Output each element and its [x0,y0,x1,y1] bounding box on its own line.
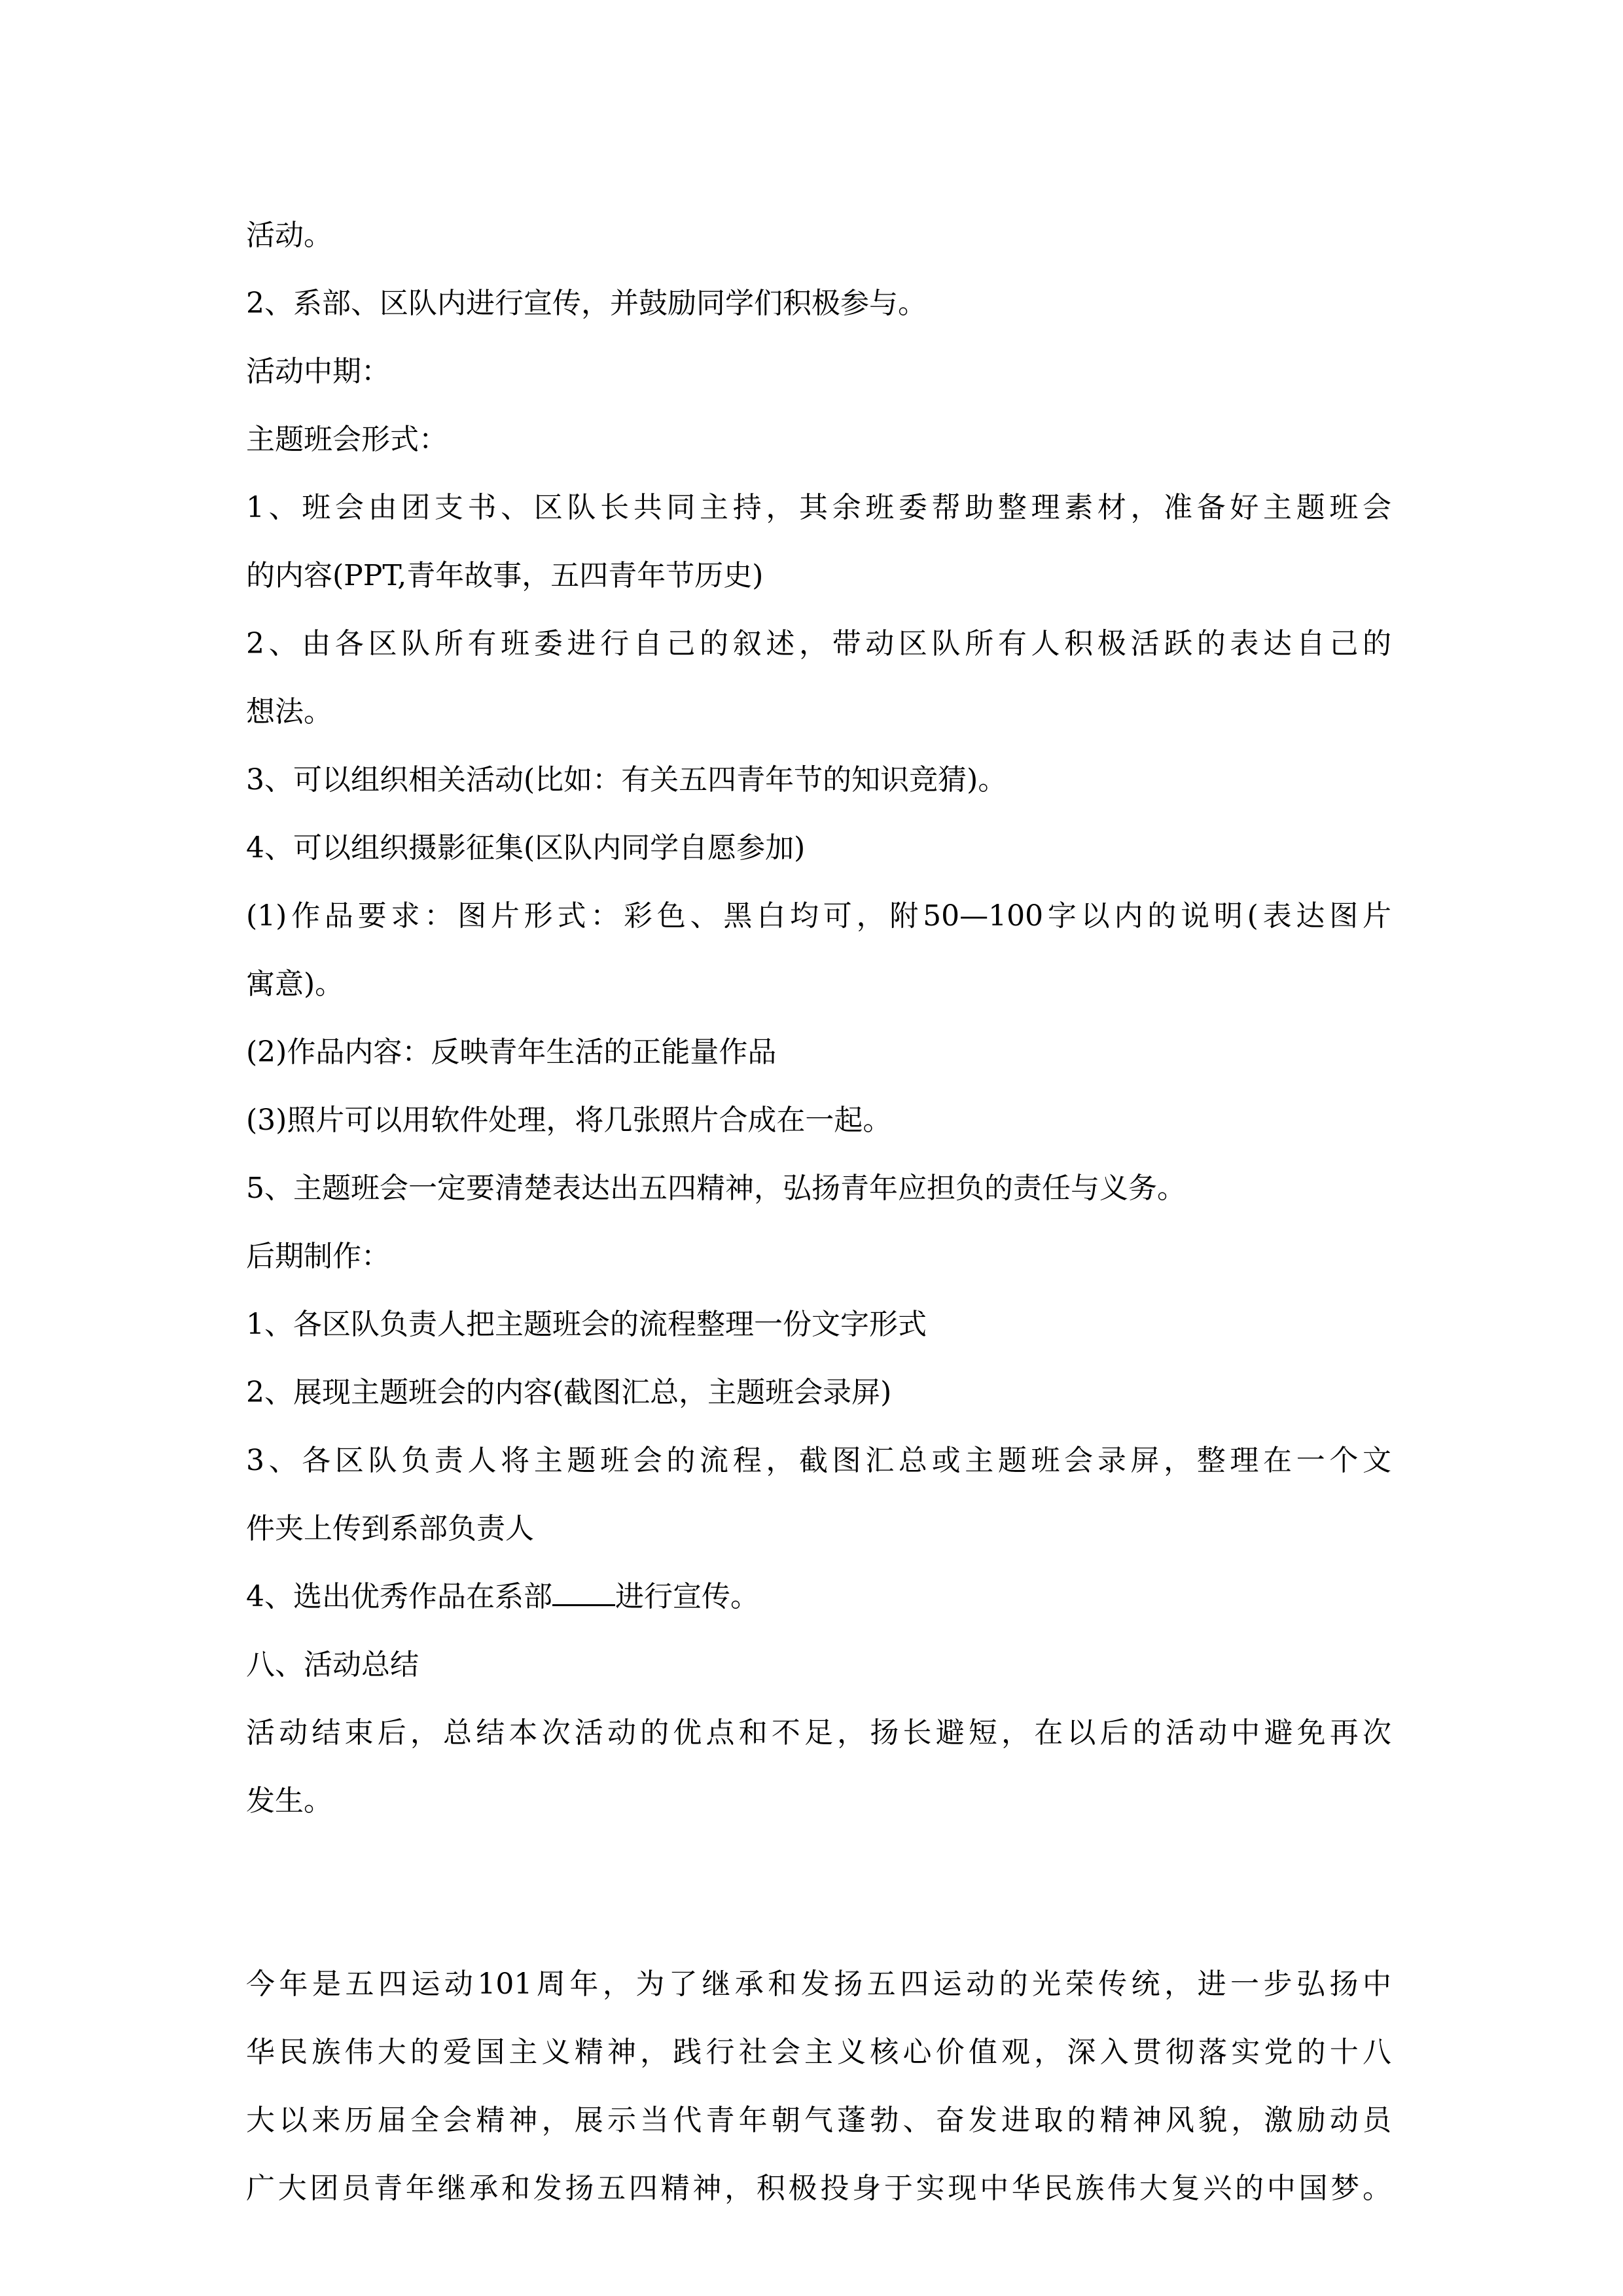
text-line: 2、由各区队所有班委进行自己的叙述，带动区队所有人积极活跃的表达自己的 [246,627,1391,660]
text-line: (3)照片可以用软件处理，将几张照片合成在一起。 [246,1103,892,1137]
intro-line: 广大团员青年继承和发扬五四精神，积极投身于实现中华民族伟大复兴的中国梦。 [246,2172,1391,2205]
text-line: 寓意)。 [246,967,344,1001]
text-line: 后期制作： [246,1240,390,1273]
text-line: 活动中期： [246,355,390,388]
text-line: 4、可以组织摄影征集(区队内同学自愿参加) [246,831,806,865]
text-line: (1)作品要求：图片形式：彩色、黑白均可，附50—100字以内的说明(表达图片 [246,899,1391,933]
text-line: 1、班会由团支书、区队长共同主持，其余班委帮助整理素材，准备好主题班会 [246,491,1391,524]
blank-line-suffix: 进行宣传。 [615,1580,759,1613]
text-line: 件夹上传到系部负责人 [246,1512,534,1545]
text-line: 3、各区队负责人将主题班会的流程，截图汇总或主题班会录屏，整理在一个文 [246,1444,1391,1477]
summary-line: 发生。 [246,1784,332,1818]
text-line: 2、系部、区队内进行宣传，并鼓励同学们积极参与。 [246,287,927,320]
text-line: 活动。 [246,219,332,252]
text-line: 1、各区队负责人把主题班会的流程整理一份文字形式 [246,1308,927,1341]
summary-line: 活动结束后，总结本次活动的优点和不足，扬长避短，在以后的活动中避免再次 [246,1716,1391,1749]
text-line: 的内容(PPT,青年故事，五四青年节历史) [246,559,764,592]
paragraph-gap [246,1835,1391,1950]
text-line: 主题班会形式： [246,423,448,456]
document-page [246,202,1391,2223]
intro-line: 今年是五四运动101周年，为了继承和发扬五四运动的光荣传统，进一步弘扬中 [246,1967,1391,2001]
section-heading: 八、活动总结 [246,1648,419,1681]
text-line: 5、主题班会一定要清楚表达出五四精神，弘扬青年应担负的责任与义务。 [246,1172,1186,1205]
fill-in-blank [552,1578,615,1606]
intro-line: 华民族伟大的爱国主义精神，践行社会主义核心价值观，深入贯彻落实党的十八 [246,2036,1391,2069]
text-line-with-blank [246,1563,1391,1631]
text-line: (2)作品内容：反映青年生活的正能量作品 [246,1035,777,1069]
text-line: 想法。 [246,695,332,728]
blank-line-prefix: 4、选出优秀作品在系部 [246,1580,552,1613]
text-line: 2、展现主题班会的内容(截图汇总，主题班会录屏) [246,1376,892,1409]
text-line: 3、可以组织相关活动(比如：有关五四青年节的知识竞猜)。 [246,763,1007,797]
intro-line: 大以来历届全会精神，展示当代青年朝气蓬勃、奋发进取的精神风貌，激励动员 [246,2104,1391,2137]
